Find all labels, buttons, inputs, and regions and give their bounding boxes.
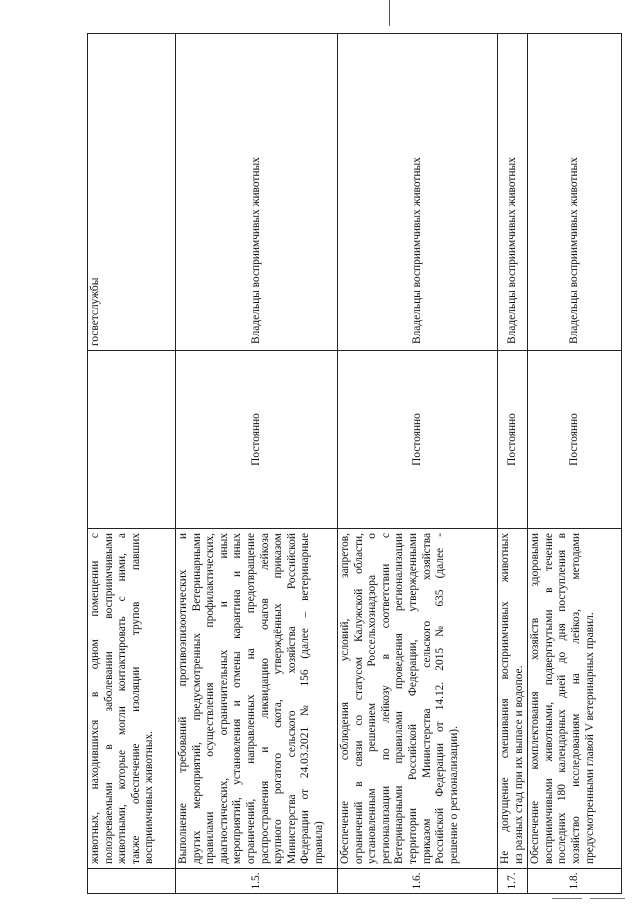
footer-line [590,898,625,899]
term-cell: Постоянно [176,351,338,529]
measure-line: ограничений, направленных на предотвращение [244,533,257,864]
measure-line: правилами осуществления профилактических, [204,533,217,864]
row-number: 1.5. [176,869,338,894]
measure-cell [88,529,176,869]
measure-line: правила) [312,821,325,864]
row-number: 1.7. [498,869,528,894]
measure-line: хозяйство исследованиям на лейкоз, методами [569,533,582,864]
measure-line: мероприятий, установления и отмены карантина и иных [231,533,244,864]
row-number: 1.8. [528,869,622,894]
row-number: 1.6. [338,869,498,894]
responsible-cell: Владельцы восприимчивых животных [338,34,498,351]
measure-line: Не допущение смешивания восприимчивых животных [499,533,511,864]
responsible-cell: госветслужбы [88,34,176,351]
measure-line: последних 180 календарных дней до дня поступления в [556,533,569,864]
measure-line: диагностических, ограничительных и иных [217,533,230,864]
crop-mark [389,0,390,26]
row-number [88,869,176,894]
measure-line: также обеспечение изоляции трупов павших [129,533,142,864]
measure-cell [176,529,338,869]
measure-cell [498,529,528,869]
measure-line: восприимчивых животных. [143,730,156,864]
table-row [176,34,338,894]
measure-line: установленным решением Россельхознадзора о [366,533,379,864]
measure-line: Федерации от 24.03.2021 № 156 (далее – ветеринарные [299,533,312,864]
responsible-cell: Владельцы восприимчивых животных [498,34,528,351]
measure-line: приказом Министерства сельского хозяйства [420,533,433,864]
measure-line: Обеспечение комплектования хозяйств здоровыми [529,533,542,864]
term-cell [88,351,176,529]
measure-line: животных, находившихся в одном помещении с [89,533,101,864]
measure-line: Выполнение требований противоэпизоотических и [177,533,189,864]
table-row [88,34,176,894]
measure-line: других мероприятий, предусмотренных Ветеринарными [190,533,203,864]
measure-line: распространения и ликвидацию очагов лейкоза [258,533,271,864]
responsible-cell: Владельцы восприимчивых животных [528,34,622,351]
measure-line: Обеспечение соблюдения условий, запретов, [339,533,351,864]
measure-cell [338,529,498,869]
measure-line: Министерства сельского хозяйства Российской [285,533,298,864]
measure-line: из разных стад при их выпасе и водопое. [512,665,525,864]
term-cell: Постоянно [528,351,622,529]
measure-cell [528,529,622,869]
measure-line: Ветеринарными правилами проведения регионализации [393,533,406,864]
table-row [528,34,622,894]
measures-table [87,33,622,894]
measure-line: крупного рогатого скота, утверждённых приказом [272,533,285,864]
measure-line: решение о регионализации). [447,726,460,864]
measure-line: предусмотренными главой V ветеринарных правил. [583,612,596,864]
measure-line: ограничений в связи со статусом Калужской области, [352,533,365,864]
responsible-cell: Владельцы восприимчивых животных [176,34,338,351]
footer-line [552,898,582,899]
term-cell: Постоянно [498,351,528,529]
measure-line: животными, которые могли контактировать с ними, а [116,533,129,864]
measure-line: регионализации по лейкозу в соответствии с [379,533,392,864]
term-cell: Постоянно [338,351,498,529]
measure-line: восприимчивыми животными, подвергнутыми в течение [542,533,555,864]
measure-line: территории Российской Федерации, утвержденными [406,533,419,864]
measure-line: Российской Федерации от 14.12. 2015 № 635 (далее - [434,533,447,864]
table-row [498,34,528,894]
measure-line: полозреваемыми в заболевании восприимчивыми [102,533,115,864]
rotated-page [87,34,615,894]
table-row [338,34,498,894]
